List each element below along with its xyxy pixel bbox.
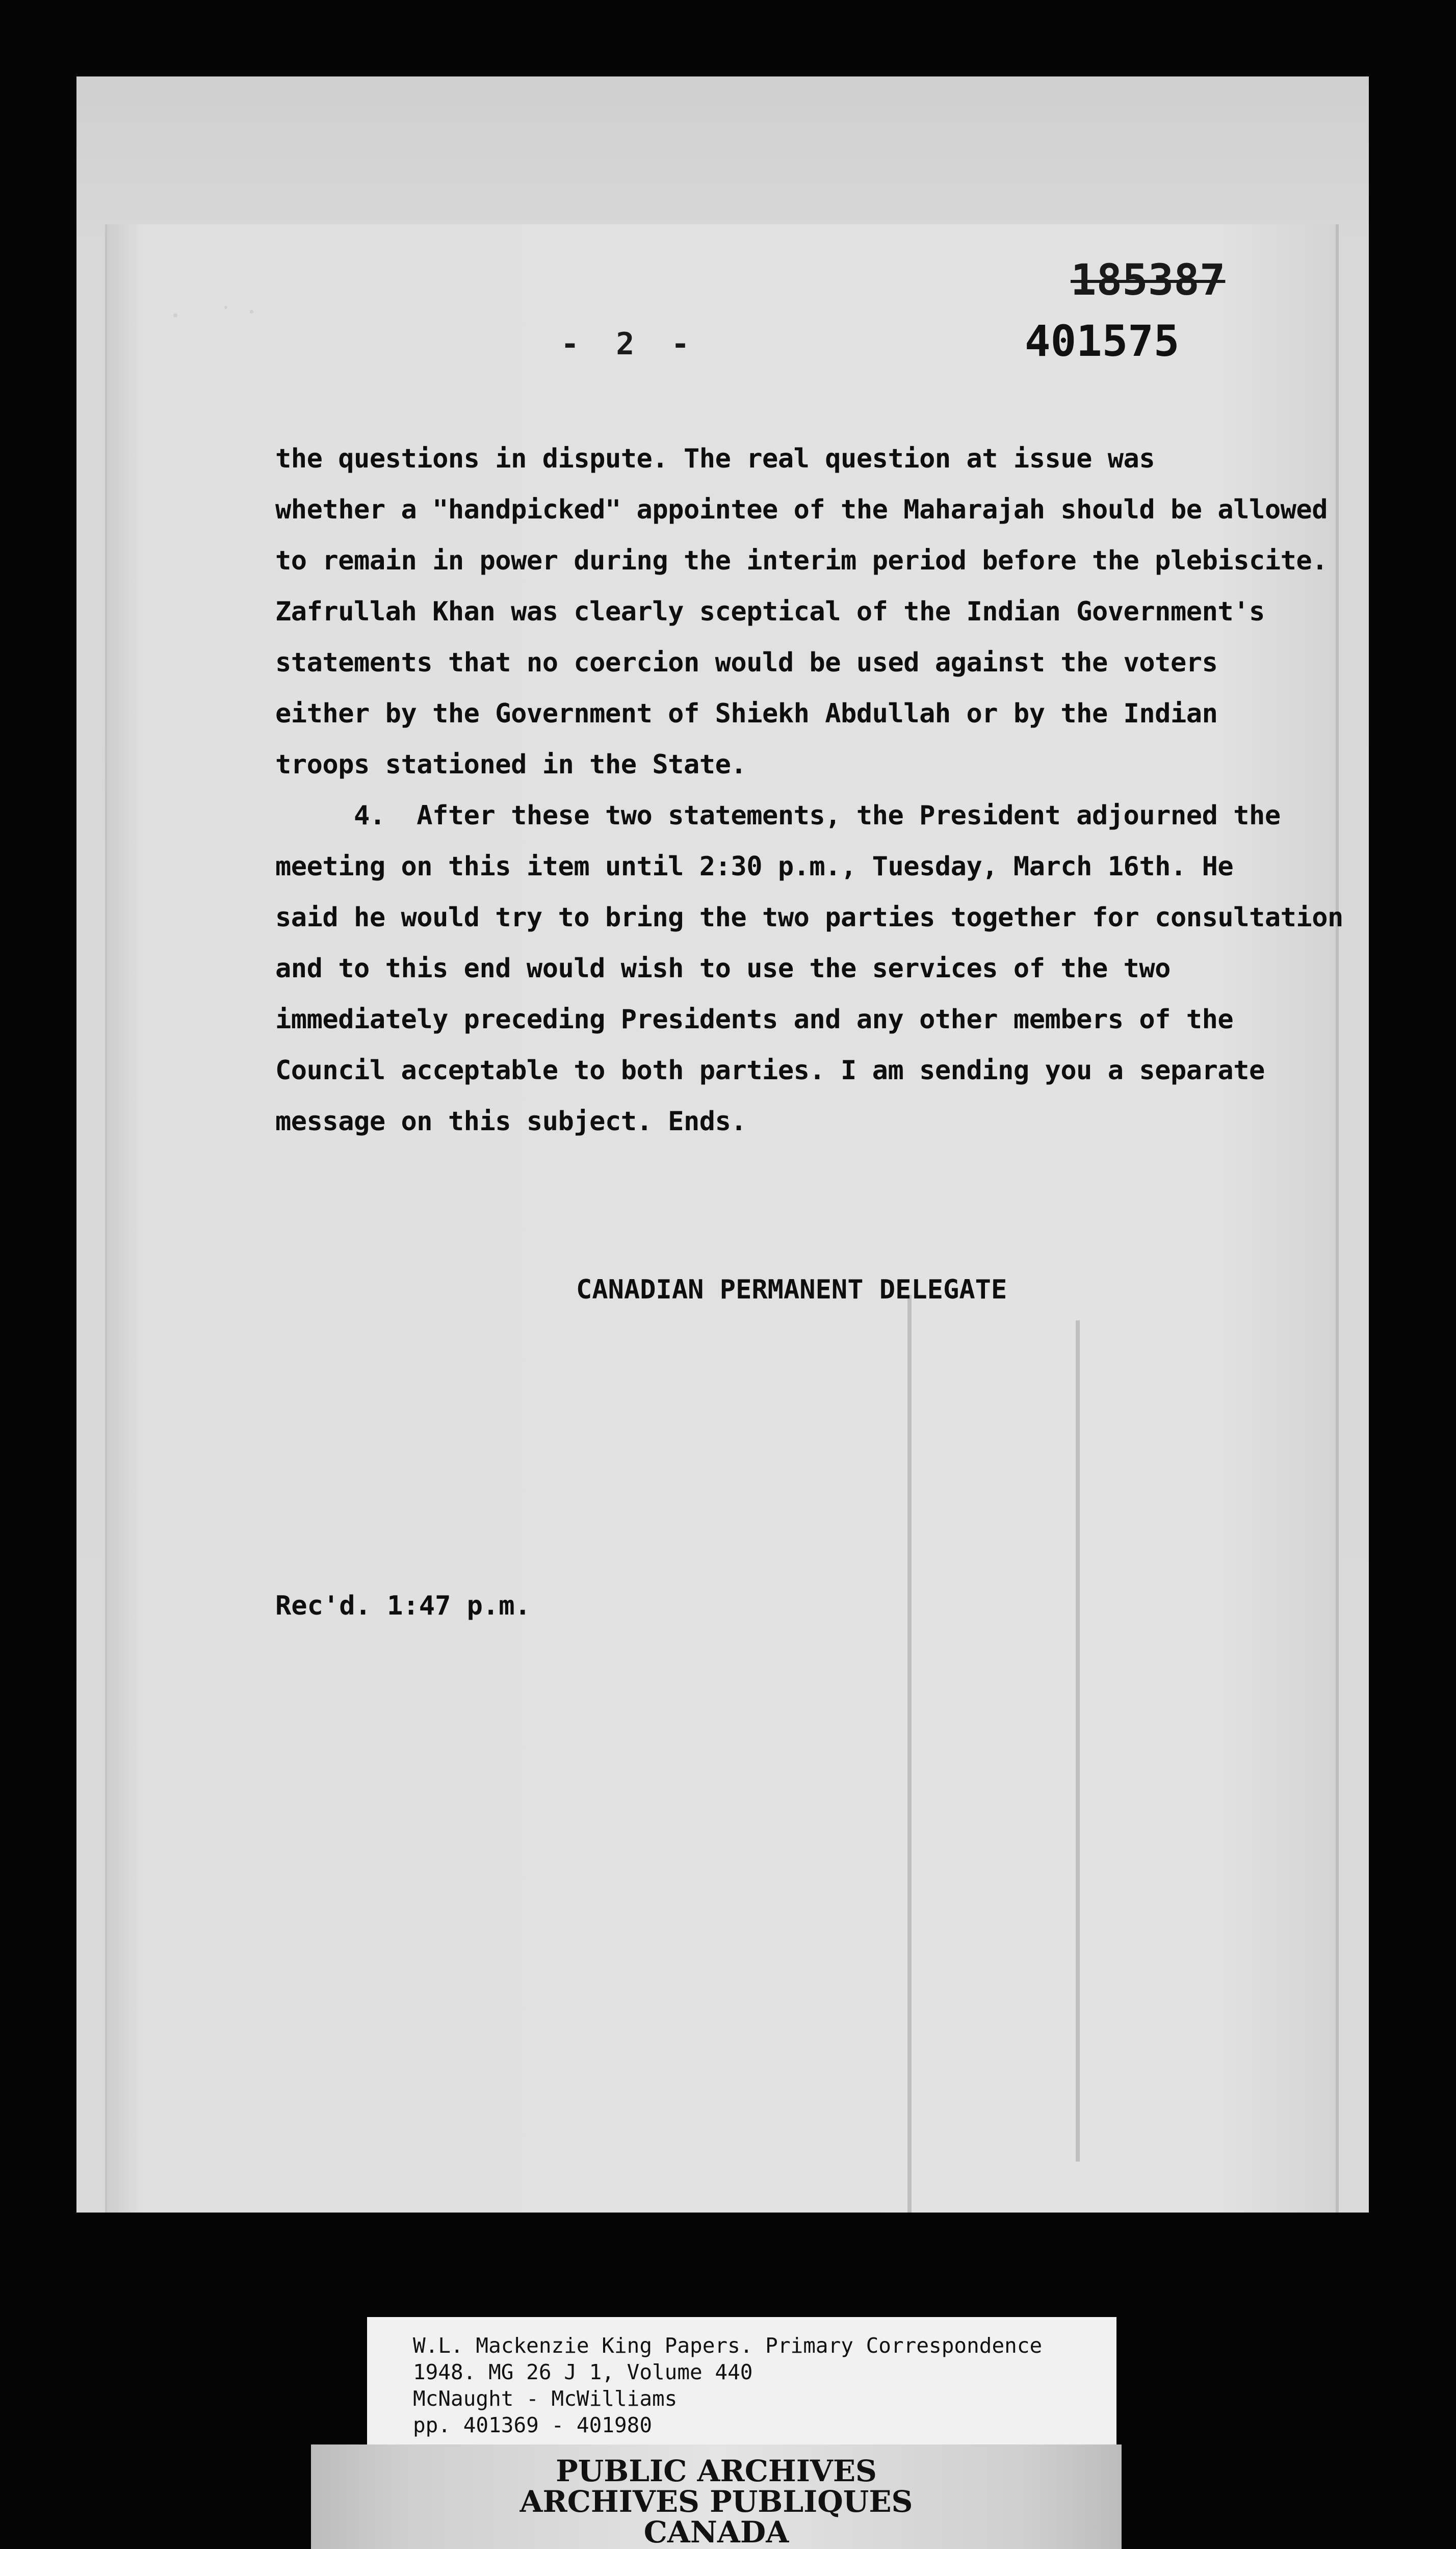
label-line: 1948. MG 26 J 1, Volume 440 [413,2360,753,2384]
body-line: message on this subject. Ends. [275,1106,747,1137]
fold-line [907,1295,912,2213]
body-line: whether a "handpicked" appointee of the Maharajah should be allowed [275,495,1328,525]
stamp-line: ARCHIVES PUBLIQUES [519,2484,913,2519]
signature-line: CANADIAN PERMANENT DELEGATE [576,1274,1007,1305]
public-archives-stamp [311,2444,1122,2549]
document-number: 401575 [1025,316,1180,366]
stamp-line: CANADA [643,2515,789,2549]
struck-document-number: 185387 [1071,255,1226,305]
body-line: 4. After these two statements, the President adjourned the [275,800,1281,831]
body-line: immediately preceding Presidents and any other members of the [275,1004,1234,1035]
telegram-body [275,433,1343,1147]
archive-reference-label [367,2317,1116,2444]
paper-speck [224,306,227,309]
body-line: the questions in dispute. The real question at issue was [275,444,1155,474]
body-line: Zafrullah Khan was clearly sceptical of the Indian Government's [275,596,1265,627]
body-line: and to this end would wish to use the services of the two [275,953,1171,984]
body-line: either by the Government of Shiekh Abdullah or by the Indian [275,698,1218,729]
stamp-line: PUBLIC ARCHIVES [556,2454,877,2488]
body-line: Council acceptable to both parties. I am sending you a separate [275,1055,1265,1086]
body-line: said he would try to bring the two parties together for consultation [275,902,1343,933]
body-line: statements that no coercion would be used against the voters [275,647,1218,678]
label-line: W.L. Mackenzie King Papers. Primary Correspondence [413,2333,1043,2358]
received-time: Rec'd. 1:47 p.m. [275,1591,531,1621]
body-line: to remain in power during the interim period before the plebiscite. [275,545,1328,576]
label-line: McNaught - McWilliams [413,2386,678,2411]
label-line: pp. 401369 - 401980 [413,2413,652,2437]
paper-speck [250,310,253,314]
body-line: meeting on this item until 2:30 p.m., Tuesday, March 16th. He [275,851,1234,882]
fold-line [1076,1320,1080,2162]
body-line: troops stationed in the State. [275,749,747,780]
page-number: - 2 - [561,326,699,362]
paper-speck [173,314,177,318]
